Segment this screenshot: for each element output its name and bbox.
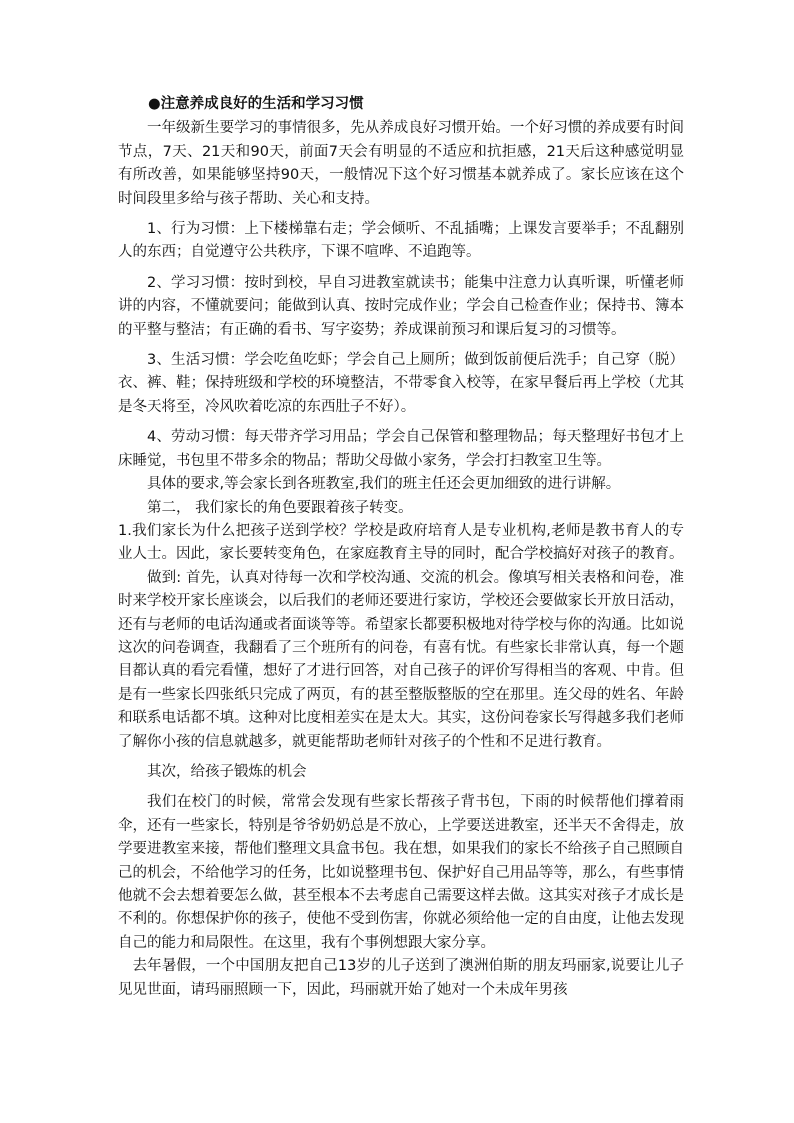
bullet-icon: ● — [148, 96, 161, 112]
paragraph-intro: 一年级新生要学习的事情很多，先从养成良好习惯开始。一个好习惯的养成要有时间节点，7天、21天和90天，前面7天会有明显的不适应和抗拒感，21天后这种感觉明显有所改善，如果能够坚持90天，一般情况下这个好习惯基本就养成了。家长应该在这个时间段里多给与孩子帮助、关心和支持。 — [118, 120, 684, 207]
heading-prefix: 注意 — [160, 96, 190, 112]
section-heading — [118, 93, 684, 116]
paragraph-first-communication: 做到: 首先，认真对待每一次和学校沟通、交流的机会。像填写相关表格和问卷，准时来学校开家长座谈会，以后我们的老师还要进行家访，学校还会要做家长开放日活动，还有与老师的电话沟通或者面谈等等。希望家长都要积极地对待学校与你的沟通。比如说这次的问卷调查，我翻看了三个班所有的问卷，有喜有忧。有些家长非常认真，每一个题目都认真的看完看懂，想好了才进行回答，对自己孩子的评价写得相当的客观、中肯。但是有一些家长四张纸只完成了两页，有的甚至整版整版的空在那里。连父母的姓名、年龄和联系电话都不填。这种对比度相差实在是太大。其实，这份问卷家长写得越多我们老师了解你小孩的信息就越多，就更能帮助老师针对孩子的个性和不足进行教育。 — [118, 569, 684, 750]
document-page — [118, 93, 684, 1002]
paragraph-second-point: 第二， 我们家长的角色要跟着孩子转变。 — [147, 499, 413, 516]
paragraph-story: 去年暑假，一个中国朋友把自己13岁的儿子送到了澳洲伯斯的朋友玛丽家,说要让儿子见见世面，请玛丽照顾一下，因此，玛丽就开始了她对一个未成年男孩 — [118, 958, 684, 998]
paragraph-second-heading: 其次，给孩子锻炼的机会 — [147, 763, 307, 780]
paragraph-school-gate: 我们在校门的时候，常常会发现有些家长帮孩子背书包，下雨的时候帮他们撑着雨伞，还有一些家长，特别是爷爷奶奶总是不放心，上学要送进教室，还半天不舍得走，放学要进教室来接，帮他们整理文具盒书包。我在想，如果我们的家长不给孩子自己照顾自己的机会，不给他学习的任务，比如说整理书包、保护好自己用品等等，那么，有些事情他就不会去想着要怎么做，甚至根本不去考虑自己需要这样去做。这其实对孩子才成长是不利的。你想保护你的孩子，使他不受到伤害，你就必须给他一定的自由度，让他去发现自己的能力和局限性。在这里，我有个事例想跟大家分享。 — [118, 794, 684, 951]
paragraph-requirements: 具体的要求,等会家长到各班教室,我们的班主任还会更加细致的进行讲解。 — [147, 476, 621, 493]
paragraph-study-habits: 2、学习习惯：按时到校，早自习进教室就读书；能集中注意力认真听课，听懂老师讲的内容，不懂就要问；能做到认真、按时完成作业；学会自己检查作业；保持书、簿本的平整与整洁；有正确的看书、写字姿势；养成课前预习和课后复习的习惯等。 — [118, 274, 684, 338]
heading-title: 养成良好的生活和学习习惯 — [189, 96, 364, 112]
paragraph-why-school: 1.我们家长为什么把孩子送到学校？学校是政府培育人是专业机构,老师是教书育人的专业人士。因此，家长要转变角色，在家庭教育主导的同时，配合学校搞好对孩子的教育。 — [118, 522, 684, 563]
paragraph-labor-habits: 4、劳动习惯：每天带齐学习用品；学会自己保管和整理物品；每天整理好书包才上床睡觉，书包里不带多余的物品；帮助父母做小家务，学会打扫教室卫生等。 — [118, 429, 684, 469]
paragraph-behavior-habits: 1、行为习惯：上下楼梯靠右走；学会倾听、不乱插嘴；上课发言要举手；不乱翻别人的东西；自觉遵守公共秩序，下课不喧哗、不追跑等。 — [118, 221, 684, 261]
paragraph-life-habits: 3、生活习惯：学会吃鱼吃虾；学会自己上厕所；做到饭前便后洗手；自己穿（脱）衣、裤、鞋；保持班级和学校的环境整洁，不带零食入校等，在家早餐后再上学校（尤其是冬天将至，冷风吹着吃凉的东西肚子不好）。 — [118, 352, 684, 415]
